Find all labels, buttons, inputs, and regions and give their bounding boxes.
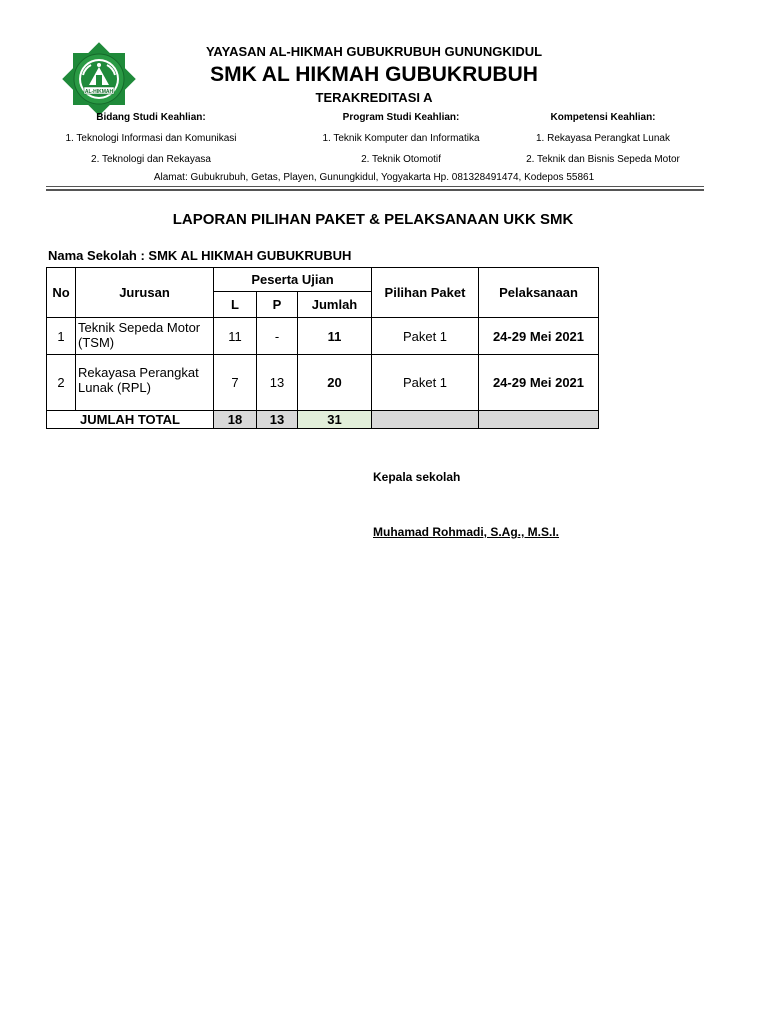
header-l: L [214, 292, 257, 318]
bidang-studi-item-1: 1. Teknologi Informasi dan Komunikasi [65, 133, 237, 144]
table-header-row [47, 268, 599, 292]
row-pelaksanaan: 24-29 Mei 2021 [479, 318, 599, 355]
program-studi-title: Program Studi Keahlian: [342, 112, 460, 123]
row-pelaksanaan: 24-29 Mei 2021 [479, 355, 599, 411]
logo-text: AL-HIKMAH [84, 89, 114, 95]
table-total-row [47, 411, 599, 429]
kompetensi-title: Kompetensi Keahlian: [550, 112, 656, 123]
header-divider-thin [46, 186, 704, 187]
bidang-studi-item-2: 2. Teknologi dan Rekayasa [91, 154, 211, 165]
foundation-name: YAYASAN AL-HIKMAH GUBUKRUBUH GUNUNGKIDUL [205, 44, 543, 59]
header-divider-thick [46, 189, 704, 191]
row-p: - [257, 318, 298, 355]
total-p: 13 [257, 411, 298, 429]
signature-role: Kepala sekolah [373, 470, 461, 484]
row-l: 11 [214, 318, 257, 355]
header-jumlah: Jumlah [298, 292, 372, 318]
school-name: SMK AL HIKMAH GUBUKRUBUH [210, 63, 538, 86]
header-pelaksanaan: Pelaksanaan [479, 268, 599, 318]
total-label: JUMLAH TOTAL [47, 411, 214, 429]
signature-name: Muhamad Rohmadi, S.Ag., M.S.I. [373, 525, 560, 539]
row-jurusan: Rekayasa Perangkat Lunak (RPL) [76, 355, 214, 411]
bidang-studi-title: Bidang Studi Keahlian: [96, 112, 206, 123]
accreditation-status: TERAKREDITASI A [315, 90, 433, 105]
school-address: Alamat: Gubukrubuh, Getas, Playen, Gunungkidul, Yogyakarta Hp. 081328491474, Kodepos 55861 [153, 172, 595, 183]
header-jurusan: Jurusan [76, 268, 214, 318]
total-l: 18 [214, 411, 257, 429]
row-no: 1 [47, 318, 76, 355]
header-p: P [257, 292, 298, 318]
school-label: Nama Sekolah : SMK AL HIKMAH GUBUKRUBUH [48, 248, 352, 263]
kompetensi-item-1: 1. Rekayasa Perangkat Lunak [536, 133, 670, 144]
header-no: No [47, 268, 76, 318]
table-row [47, 355, 599, 411]
row-jumlah: 20 [298, 355, 372, 411]
row-paket: Paket 1 [372, 318, 479, 355]
kompetensi-item-2: 2. Teknik dan Bisnis Sepeda Motor [526, 154, 680, 165]
row-l: 7 [214, 355, 257, 411]
row-p: 13 [257, 355, 298, 411]
ukk-table [46, 267, 599, 429]
row-no: 2 [47, 355, 76, 411]
header-peserta-ujian: Peserta Ujian [214, 268, 372, 292]
program-studi-item-1: 1. Teknik Komputer dan Informatika [322, 133, 480, 144]
row-jumlah: 11 [298, 318, 372, 355]
total-jumlah: 31 [298, 411, 372, 429]
table-row [47, 318, 599, 355]
total-pelaksanaan-empty [479, 411, 599, 429]
row-paket: Paket 1 [372, 355, 479, 411]
row-jurusan: Teknik Sepeda Motor (TSM) [76, 318, 214, 355]
program-studi-item-2: 2. Teknik Otomotif [361, 154, 441, 165]
header-pilihan-paket: Pilihan Paket [372, 268, 479, 318]
report-title: LAPORAN PILIHAN PAKET & PELAKSANAAN UKK SMK [172, 211, 574, 228]
total-paket-empty [372, 411, 479, 429]
